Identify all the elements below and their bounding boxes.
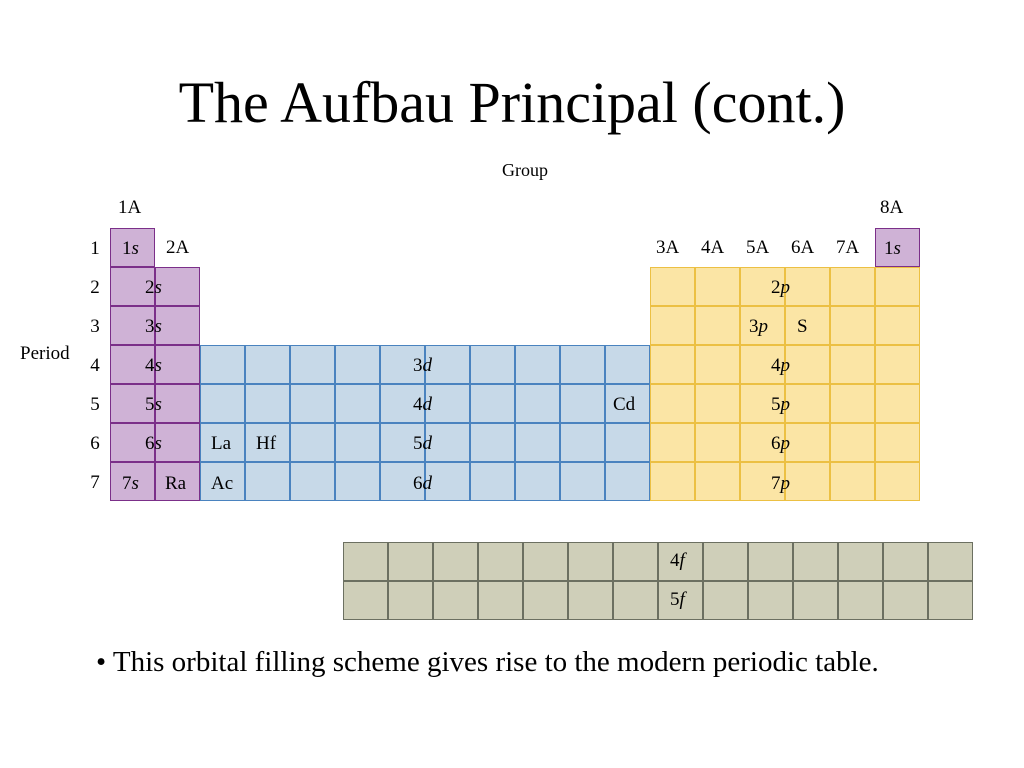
group-header-3a: 3A (656, 237, 680, 258)
s-block-label-7s: 7s (122, 473, 139, 494)
element-symbol-s: S (797, 316, 808, 337)
group-header-6a: 6A (791, 237, 815, 258)
d-block-cell (560, 423, 605, 462)
p-block-cell (830, 345, 875, 384)
d-block-cell (515, 384, 560, 423)
group-header-2a: 2A (166, 237, 190, 258)
f-block-cell (703, 581, 748, 620)
d-block-cell (335, 384, 380, 423)
f-block-cell (388, 542, 433, 581)
p-block-cell (695, 345, 740, 384)
f-block-cell (838, 542, 883, 581)
f-block-cell (478, 542, 523, 581)
s-block-label-1s: 1s (122, 238, 139, 259)
s-block-label-4s: 4s (145, 355, 162, 376)
d-block-cell (290, 462, 335, 501)
p-block-cell (830, 462, 875, 501)
p-block-cell (695, 267, 740, 306)
f-block-cell (523, 581, 568, 620)
d-block-cell (470, 384, 515, 423)
p-block-cell (650, 306, 695, 345)
d-block-label-3d: 3d (413, 355, 432, 376)
f-block-cell (568, 542, 613, 581)
element-symbol-hf: Hf (256, 433, 277, 454)
p-block-label-5p: 5p (771, 394, 790, 415)
f-block-cell (748, 581, 793, 620)
d-block-cell (290, 423, 335, 462)
group-header-1a: 1A (118, 197, 142, 218)
period-label: Period (20, 343, 70, 364)
d-block-cell (290, 345, 335, 384)
d-block-cell (245, 462, 290, 501)
f-block-cell (388, 581, 433, 620)
p-block-cell (785, 384, 830, 423)
p-block-cell (830, 306, 875, 345)
p-block-cell (875, 423, 920, 462)
f-block-cell (343, 581, 388, 620)
element-symbol-cd: Cd (613, 394, 636, 415)
group-label: Group (502, 160, 548, 180)
p-block-cell (650, 384, 695, 423)
s-block-label-3s: 3s (145, 316, 162, 337)
p-block-cell (830, 384, 875, 423)
p-block-cell (650, 345, 695, 384)
p-block-cell (785, 267, 830, 306)
p-block-cell (650, 423, 695, 462)
p-block-cell (650, 267, 695, 306)
d-block-cell (335, 462, 380, 501)
d-block-cell (290, 384, 335, 423)
f-block-label-4f: 4f (670, 550, 685, 571)
f-block-cell (343, 542, 388, 581)
period-number: 3 (90, 316, 100, 337)
p-block-cell (875, 267, 920, 306)
s-block-label-5s: 5s (145, 394, 162, 415)
p-block-cell (650, 462, 695, 501)
d-block-cell (605, 423, 650, 462)
d-block-cell (200, 345, 245, 384)
f-block-cell (433, 542, 478, 581)
slide-title: The Aufbau Principal (cont.) (178, 70, 846, 135)
p-block-cell (695, 384, 740, 423)
p-block-cell (695, 462, 740, 501)
d-block-cell (245, 384, 290, 423)
d-block-cell (470, 462, 515, 501)
d-block-label-5d: 5d (413, 433, 432, 454)
group-header-7a: 7A (836, 237, 860, 258)
group-header-5a: 5A (746, 237, 770, 258)
d-block-cell (470, 423, 515, 462)
element-symbol-la: La (211, 433, 232, 454)
s-block-label-2s: 2s (145, 277, 162, 298)
p-block-label-2p: 2p (771, 277, 790, 298)
p-block-cell (785, 462, 830, 501)
p-block-cell (875, 384, 920, 423)
f-block-cell (613, 581, 658, 620)
p-block-label-7p: 7p (771, 473, 790, 494)
p-block-cell (785, 345, 830, 384)
d-block-cell (335, 345, 380, 384)
d-block-cell (515, 345, 560, 384)
d-block-cell (335, 423, 380, 462)
f-block-cell (523, 542, 568, 581)
p-block-cell (830, 423, 875, 462)
f-block-cell (838, 581, 883, 620)
element-symbol-ra: Ra (165, 473, 187, 494)
d-block-cell (200, 384, 245, 423)
f-block-label-5f: 5f (670, 589, 685, 610)
p-block-label-6p: 6p (771, 433, 790, 454)
d-block-cell (605, 345, 650, 384)
element-symbol-ac: Ac (211, 473, 234, 494)
d-block-label-4d: 4d (413, 394, 432, 415)
d-block-cell (515, 423, 560, 462)
p-block-cell (875, 345, 920, 384)
bullet-text: • This orbital filling scheme gives rise to the modern periodic table. (96, 646, 879, 678)
group-header-8a: 8A (880, 197, 904, 218)
p-block-cell (875, 306, 920, 345)
period-number: 4 (90, 355, 100, 376)
f-block-cell (613, 542, 658, 581)
p-block-label-4p: 4p (771, 355, 790, 376)
f-block-cell (883, 542, 928, 581)
d-block-cell (245, 345, 290, 384)
d-block-label-6d: 6d (413, 473, 432, 494)
f-block-cell (748, 542, 793, 581)
p-block-cell (830, 267, 875, 306)
f-block-cell (703, 542, 748, 581)
d-block-cell (560, 384, 605, 423)
d-block-cell (515, 462, 560, 501)
period-number: 5 (90, 394, 100, 415)
period-number: 2 (90, 277, 100, 298)
p-block-cell (695, 306, 740, 345)
period-number: 1 (90, 238, 100, 259)
d-block-cell (470, 345, 515, 384)
s-block-label-6s: 6s (145, 433, 162, 454)
f-block-cell (478, 581, 523, 620)
f-block-cell (883, 581, 928, 620)
p-block-label-3p: 3p (749, 316, 768, 337)
p-block-cell (785, 423, 830, 462)
group-header-4a: 4A (701, 237, 725, 258)
p-block-cell (875, 462, 920, 501)
f-block-cell (433, 581, 478, 620)
period-number: 7 (90, 472, 100, 493)
f-block-cell (793, 581, 838, 620)
f-block-cell (928, 542, 973, 581)
period-number: 6 (90, 433, 100, 454)
d-block-cell (605, 462, 650, 501)
f-block-cell (793, 542, 838, 581)
d-block-cell (560, 345, 605, 384)
f-block-cell (568, 581, 613, 620)
d-block-cell (560, 462, 605, 501)
p-block-cell (695, 423, 740, 462)
f-block-cell (928, 581, 973, 620)
s-block-label-1s-he: 1s (884, 238, 901, 259)
